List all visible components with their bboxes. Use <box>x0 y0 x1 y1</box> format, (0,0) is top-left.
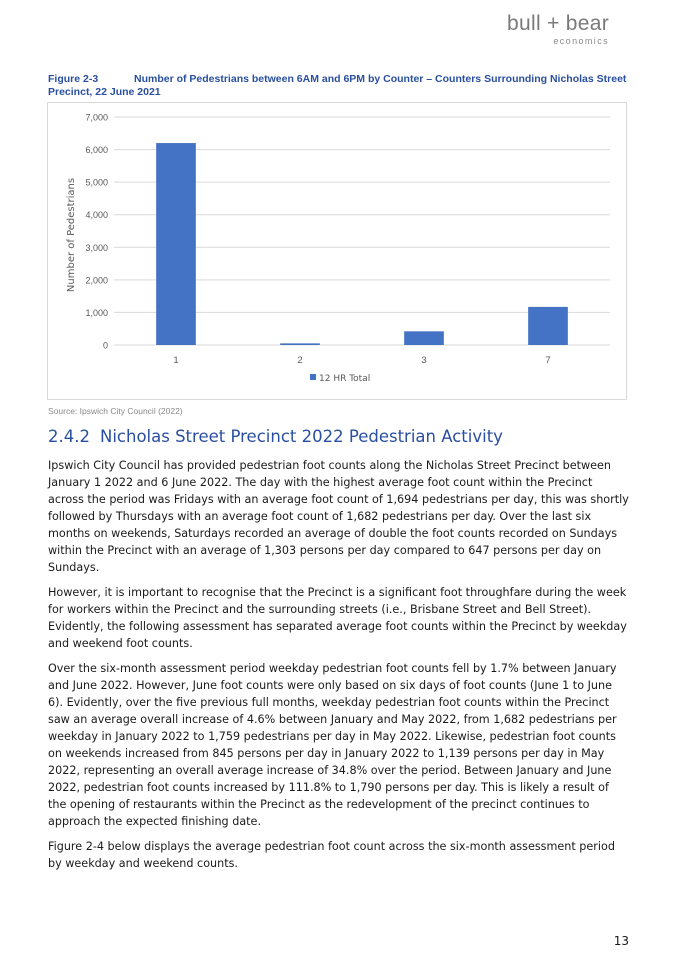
legend-label: 12 HR Total <box>319 374 371 384</box>
page-number: 13 <box>613 934 629 948</box>
x-tick-label: 1 <box>173 355 179 366</box>
figure-caption <box>48 73 628 99</box>
paragraph: Figure 2-4 below displays the average pedestrian foot count across the six-month assessment period by weekday and weekend counts. <box>48 840 615 870</box>
paragraph: However, it is important to recognise that the Precinct is a significant foot throughfare during the week for workers within the Precinct and the surrounding streets (i.e., Brisbane Street and Bell Street). Evidently, the following assessment has separated average foot counts within the Precinct by weekday and weekend foot counts. <box>48 586 627 650</box>
paragraph: Over the six-month assessment period weekday pedestrian foot counts fell by 1.7% between January and June 2022. However, June foot counts were only based on six days of foot counts (June 1 to June 6). Evidently, over the five previous full months, weekday pedestrian foot counts within the Precinct saw an average overall increase of 4.6% between January and May 2022, from 1,682 pedestrians per weekday in January 2022 to 1,759 pedestrians per day in May 2022. Likewise, pedestrian foot counts on weekends increased from 845 persons per day in January 2022 to 1,139 persons per day in May 2022, representing an overall average increase of 34.8% over the period. Between January and June 2022, pedestrian foot counts increased by 111.8% to 1,790 persons per day. This is likely a result of the opening of restaurants within the Precinct as the redevelopment of the precinct continues to approach the expected finishing date. <box>48 662 617 828</box>
y-tick-label: 5,000 <box>85 177 108 188</box>
bar-counter-1 <box>156 143 196 345</box>
y-tick-label: 0 <box>102 340 108 351</box>
chart-canvas <box>48 103 626 399</box>
figure-title: Number of Pedestrians between 6AM and 6PM by Counter – Counters Surrounding Nicholas Street Precinct, 22 June 2021 <box>48 73 627 98</box>
figure-number: Figure 2-3 <box>48 73 99 85</box>
y-tick-label: 4,000 <box>85 210 108 221</box>
figure-source: Source: Ipswich City Council (2022) <box>48 406 183 416</box>
x-tick-label: 2 <box>297 355 303 366</box>
section-title: Nicholas Street Precinct 2022 Pedestrian Activity <box>100 427 503 446</box>
x-tick-label: 7 <box>545 355 551 366</box>
company-logo <box>507 12 609 47</box>
section-number: 2.4.2 <box>48 427 90 446</box>
y-axis-title: Number of Pedestrians <box>66 177 77 293</box>
bar-counter-2 <box>280 343 320 345</box>
pedestrian-bar-chart <box>47 102 627 400</box>
logo-wordmark: bull + bear <box>507 12 609 35</box>
y-tick-label: 3,000 <box>85 242 108 253</box>
paragraph: Ipswich City Council has provided pedestrian foot counts along the Nicholas Street Precinct between January 1 2022 and 6 June 2022. The day with the highest average foot count within the Precinct across the period was Fridays with an average foot count of 1,694 pedestrians per day, this was shortly followed by Thursdays with an average foot count of 1,682 pedestrians per day. Over the last six months on weekends, Saturdays recorded an average of double the foot counts recorded on Sundays within the Precinct with an average of 1,303 persons per day compared to 647 persons per day on Sundays. <box>48 459 629 574</box>
bar-counter-3 <box>404 331 444 345</box>
y-tick-label: 7,000 <box>85 112 108 123</box>
logo-subtitle: economics <box>553 36 609 46</box>
y-tick-label: 6,000 <box>85 145 108 156</box>
section-heading <box>48 426 503 448</box>
legend-swatch <box>310 374 316 380</box>
y-tick-label: 2,000 <box>85 275 108 286</box>
body-text <box>48 457 630 880</box>
bar-counter-7 <box>528 307 568 345</box>
y-tick-label: 1,000 <box>85 307 108 318</box>
x-tick-label: 3 <box>421 355 427 366</box>
